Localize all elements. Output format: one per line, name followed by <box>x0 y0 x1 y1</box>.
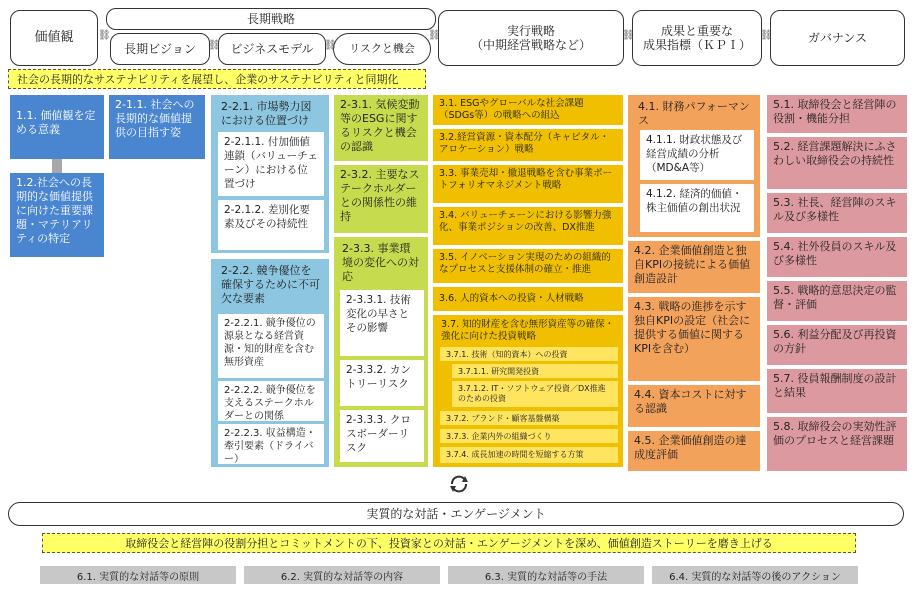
box-4-1-1: 4.1.1. 財政状態及び経営成績の分析（MD&A等） <box>640 130 754 180</box>
box-2-3-1: 2-3.1. 気候変動等のESGに関するリスクと機会の認識 <box>334 95 428 161</box>
header-business-model: ビジネスモデル <box>218 33 326 65</box>
box-4-1: 4.1. 財務パフォーマンス <box>638 100 750 127</box>
box-2-3-3: 2-3.3. 事業環境の変化への対応 <box>342 242 419 283</box>
box-4-1-2: 4.1.2. 経済的価値・株主価値の創出状況 <box>640 184 754 232</box>
dialogue-engagement-bar: 実質的な対話・エンゲージメント <box>8 502 904 526</box>
cycle-arrows-icon <box>448 474 470 494</box>
header-risk: リスクと機会 <box>333 33 431 65</box>
box-2-2-1: 2-2.1. 市場勢力図における位置づけ <box>221 100 312 127</box>
box-2-2-1-2: 2-2.1.2. 差別化要素及びその持続性 <box>218 200 324 250</box>
box-2-2-2-3: 2-2.2.3. 収益構造・牽引要素（ドライバー） <box>218 424 324 464</box>
box-3-2: 3.2.経営資源・資本配分（キャピタル・アロケーション）戦略 <box>433 129 623 161</box>
box-2-3-3-1: 2-3.3.1. 技術変化の早さとその影響 <box>340 290 424 356</box>
box-1-1: 1.1. 価値観を定める意義 <box>10 95 104 159</box>
connector <box>52 159 62 173</box>
box-3-7-1-1: 3.7.1.1. 研究開発投資 <box>452 364 618 378</box>
header-values: 価値観 <box>10 10 98 66</box>
box-5-8: 5.8. 取締役会の実効性評価のプロセスと経営課題 <box>767 417 907 471</box>
chain-icon: ⛓ <box>98 30 111 41</box>
sustainability-banner: 社会の長期的なサステナビリティを展望し、企業のサステナビリティと同期化 <box>8 69 426 89</box>
box-2-2-2-1: 2-2.2.1. 競争優位の源泉となる経営資源・知的財産を含む無形資産 <box>218 314 324 378</box>
chain-icon: ⛓ <box>622 30 635 41</box>
box-5-2: 5.2. 経営課題解決にふさわしい取締役会の持続性 <box>767 137 907 189</box>
header-kpi: 成果と重要な 成果指標（ＫＰＩ） <box>632 10 762 66</box>
box-6-2: 6.2. 実質的な対話等の内容 <box>244 566 440 584</box>
box-3-5: 3.5. イノベーション実現のための組織的なプロセスと支援体制の確立・推進 <box>433 249 623 283</box>
box-4-3: 4.3. 戦略の進捗を示す独自KPIの設定（社会に提供する価値に関するKPIを含む） <box>628 297 760 381</box>
box-3-4: 3.4. バリューチェーンにおける影響力強化、事業ポジションの改善、DX推進 <box>433 207 623 245</box>
box-3-3: 3.3. 事業売却・撤退戦略を含む事業ポートフォリオマネジメント戦略 <box>433 165 623 203</box>
box-3-7-1: 3.7.1. 技術（知的資本）への投資 <box>440 347 618 361</box>
box-2-2-2-2: 2-2.2.2. 競争優位を支えるステークホルダーとの関係 <box>218 381 324 421</box>
box-5-5: 5.5. 戦略的意思決定の監督・評価 <box>767 281 907 321</box>
box-5-1: 5.1. 取締役会と経営陣の役割・機能分担 <box>767 95 907 133</box>
box-2-2-2: 2-2.2. 競争優位を確保するために不可欠な要素 <box>221 264 320 305</box>
box-3-6: 3.6. 人的資本への投資・人材戦略 <box>433 287 623 311</box>
chain-icon: ⛓ <box>324 40 337 51</box>
box-5-3: 5.3. 社長、経営陣のスキル及び多様性 <box>767 193 907 233</box>
chain-icon: ⛓ <box>760 30 773 41</box>
chain-icon: ⛓ <box>208 40 221 51</box>
box-4-4: 4.4. 資本コストに対する認識 <box>628 385 760 427</box>
box-2-2-1-1: 2-2.1.1. 付加価値連鎖（バリューチェーン）における位置づけ <box>218 132 324 196</box>
header-governance: ガバナンス <box>770 10 905 66</box>
box-6-3: 6.3. 実質的な対話等の手法 <box>448 566 644 584</box>
header-vision: 長期ビジョン <box>110 33 210 65</box>
box-2-3-3-2: 2-3.3.2. カントリーリスク <box>340 360 424 406</box>
box-5-7: 5.7. 役員報酬制度の設計と結果 <box>767 369 907 413</box>
box-6-1: 6.1. 実質的な対話等の原則 <box>40 566 236 584</box>
box-3-7-4: 3.7.4. 成長加速の時間を短縮する方策 <box>440 447 618 463</box>
box-5-6: 5.6. 利益分配及び再投資の方針 <box>767 325 907 365</box>
box-3-1: 3.1. ESGやグローバルな社会課題（SDGs等）の戦略への組込 <box>433 95 623 125</box>
box-4-5: 4.5. 企業価値創造の達成度評価 <box>628 431 760 471</box>
box-5-4: 5.4. 社外役員のスキル及び多様性 <box>767 237 907 277</box>
box-2-1-1: 2-1.1. 社会への長期的な価値提供の目指す姿 <box>109 95 205 159</box>
box-2-3-3-3: 2-3.3.3. クロスボーダーリスク <box>340 410 424 462</box>
header-execution: 実行戦略 （中期経営戦略など） <box>438 10 624 66</box>
box-1-2: 1.2.社会への長期的な価値提供に向けた重要課題・マテリアリティの特定 <box>10 173 104 257</box>
box-6-4: 6.4. 実質的な対話等の後のアクション <box>652 566 858 584</box>
dialogue-banner: 取締役会と経営陣の役割分担とコミットメントの下、投資家との対話・エンゲージメントを深め、価値創造ストーリーを磨き上げる <box>42 533 856 553</box>
box-3-7-2: 3.7.2. ブランド・顧客基盤構築 <box>440 411 618 425</box>
box-4-2: 4.2. 企業価値創造と独自KPIの接続による価値創造設計 <box>628 241 760 293</box>
box-3-7-1-2: 3.7.1.2. IT・ソフトウェア投資／DX推進のための投資 <box>452 381 618 407</box>
box-3-7-3: 3.7.3. 企業内外の組織づくり <box>440 429 618 443</box>
box-2-3-2: 2-3.2. 主要なステークホルダーとの関係性の維持 <box>334 165 428 233</box>
chain-icon: ⛓ <box>428 30 441 41</box>
header-long-term-strategy: 長期戦略 <box>106 8 436 30</box>
box-3-7: 3.7. 知的財産を含む無形資産等の確保・強化に向けた投資戦略 <box>441 319 615 342</box>
